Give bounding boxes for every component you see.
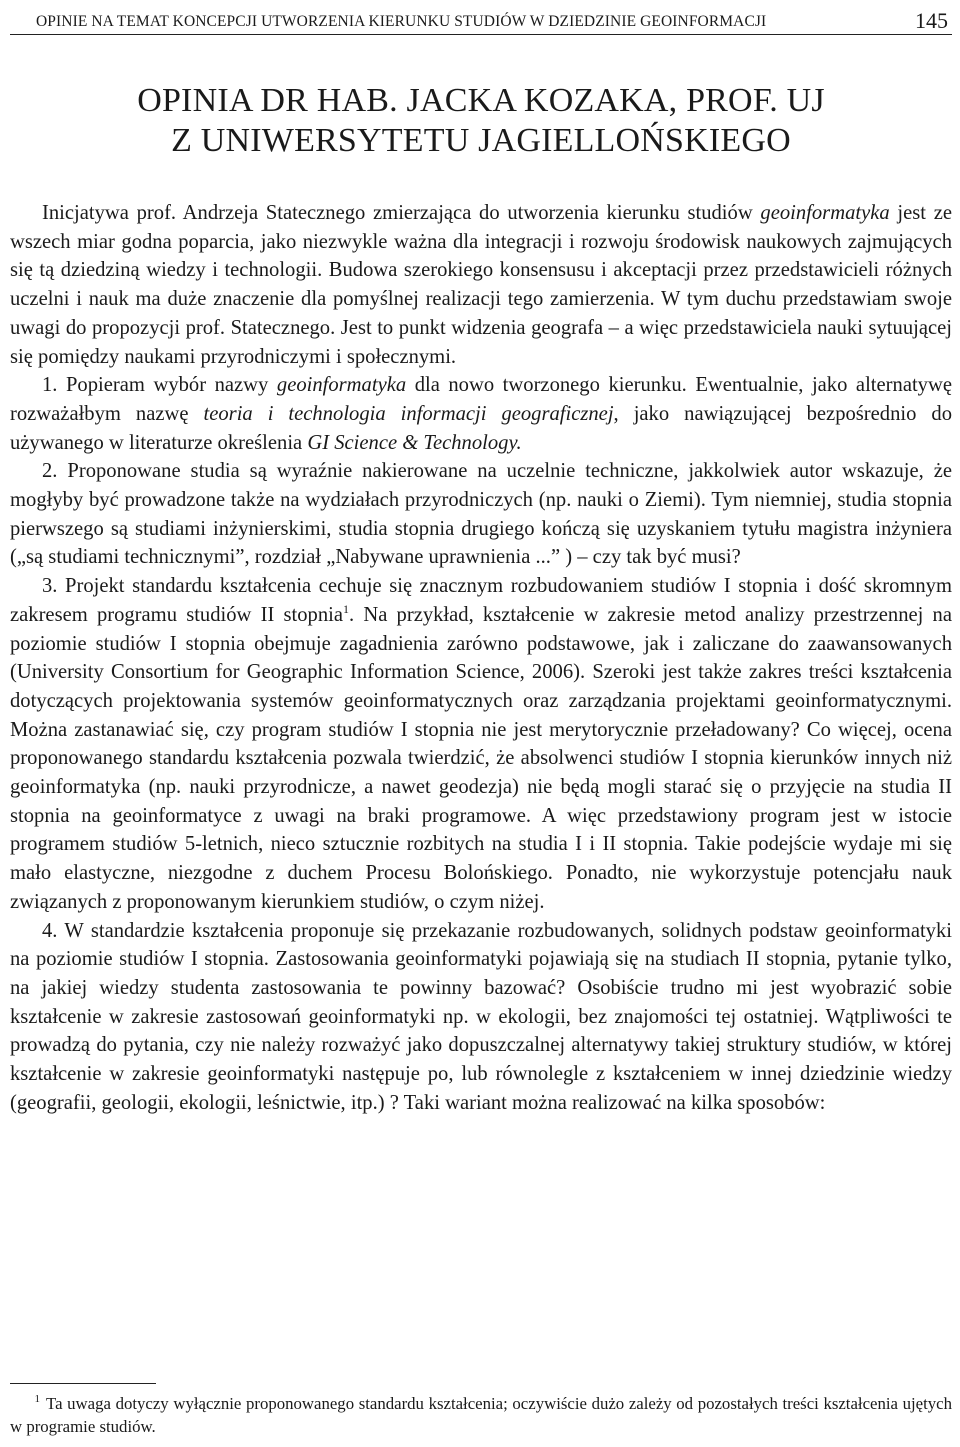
term-geoinformatyka: geoinformatyka [760,202,890,224]
running-header [10,0,952,35]
footnote: 1 Ta uwaga dotyczy wyłącznie proponowanego standardu kształcenia; oczywiście dużo zależy od pozostałych treści kształcenia ujętych w programie studiów. [10,1393,952,1436]
footnote-text: Ta uwaga dotyczy wyłącznie proponowanego standardu kształcenia; oczywiście dużo zależy od pozostałych treści kształcenia ujętych w programie studiów. [10,1394,952,1436]
paragraph-point-4: 4. W standardzie kształcenia proponuje się przekazanie rozbudowanych, solidnych podstaw geoinformatyki na poziomie studiów I stopnia. Zastosowania geoinformatyki pojawiają się na studiach II stopnia, pytanie tylko, na jakiej wiedzy studenta zastosowania te powinny bazować? Osobiście trudno mi jest wyobrazić sobie kształcenie w zakresie zastosowań geoinformatyki np. w ekologii, bez znajomości tej ostatniej. Wątpliwości te prowadzą do pytania, czy nie należy rozważyć jako dopuszczalnej alternatywy takiej struktury studiów, w której kształcenie w zakresie geoinformatyki następuje po, lub równolegle z kształceniem w innej dziedzinie wiedzy (geografii, geologii, ekologii, leśnictwie, itp.) ? Taki wariant można realizować na kilka sposobów: [10,919,952,1114]
paragraph-point-1-part-b: dla nowo tworzonego kierunku. Ewentualnie, jako alternatywę rozważałbym nazwę [10,374,952,425]
paragraph-intro-part-b: jest ze wszech miar godna poparcia, jako niezwykle ważna dla integracji i rozwoju środowisk naukowych zajmujących się tą dziedziną wiedzy i technologii. Budowa szerokiego konsensusu i akceptacji przez przedstawicieli różnych uczelni i nauk ma duże znaczenie dla pomyślnej realizacji tego zamierzenia. W tym duchu przedstawiam swoje uwagi do propozycji prof. Statecznego. Jest to punkt widzenia geografa – a więc przedstawiciela nauki sytuującej się pomiędzy naukami przyrodniczymi i społecznymi. [10,202,952,368]
paragraph-point-3-part-b: . Na przykład, kształcenie w zakresie metod analizy przestrzennej na poziomie studiów I stopnia obejmuje zagadnienia zarówno podstawowe, jak i zaliczane do zaawansowanych (University Consortium for Geographic Information Science, 2006). Szeroki jest także zakres treści kształcenia dotyczących projektowania systemów geoinformatycznych oraz zarządzania projektami geoinformatycznymi. Można zastanawiać się, czy program studiów I stopnia nie jest merytorycznie przeładowany? Co więcej, ocena proponowanego standardu kształcenia pozwala twierdzić, że absolwenci studiów I stopnia kierunków innych niż geoinformatyka (np. nauki przyrodnicze, a nawet geodezja) nie będą mogli starać się o przyjęcie na studia II stopnia na geoinformatyce z uwagi na braki programowe. A więc przedstawiony program jest w istocie programem studiów 5-letnich, nieco sztucznie rozbitych na studia I i II stopnia. Takie podejście wydaje mi się mało elastyczne, niezgodne z duchem Procesu Bolońskiego. Ponadto, nie wykorzystuje potencjału nauk związanych z proponowanym kierunkiem studiów, o czym niżej. [10,603,952,913]
paragraph-point-2: 2. Proponowane studia są wyraźnie nakierowane na uczelnie techniczne, jakkolwiek autor wskazuje, że mogłyby być prowadzone także na wydziałach przyrodniczych (np. nauki o Ziemi). Tym niemniej, studia stopnia pierwszego są studiami inżynierskimi, studia stopnia drugiego kończą się uzyskaniem tytułu magistra inżyniera („są studiami technicznymi”, rozdział „Nabywane uprawnienia ...” ) – czy tak być musi? [10,460,952,569]
article-title-line-2: Z UNIWERSYTETU JAGIELLOŃSKIEGO [171,122,791,159]
article-title-line-1: OPINIA DR HAB. JACKA KOZAKA, PROF. UJ [137,82,825,119]
footnote-reference[interactable]: 1 [343,601,349,616]
paragraph-intro-part-a: Inicjatywa prof. Andrzeja Statecznego zmierzająca do utworzenia kierunku studiów [42,202,761,224]
article-body [10,199,952,1118]
running-title: OPINIE NA TEMAT KONCEPCJI UTWORZENIA KIERUNKU STUDIÓW W DZIEDZINIE GEOINFORMACJI [36,13,767,30]
term-alternative-name: teoria i technologia informacji geograficznej [203,402,614,425]
paragraph-point-1-part-c: , jako nawiązującej bezpośrednio do używanego w literaturze określenia [10,402,953,454]
article-title [10,81,952,161]
term-gi-science: GI Science & Technology. [307,431,522,454]
paragraph-point-3 [10,572,952,916]
paragraph-intro [10,199,952,371]
paragraph-point-3-part-a: 3. Projekt standardu kształcenia cechuje się znacznym rozbudowaniem studiów I stopnia i dość skromnym zakresem programu studiów II stopnia [10,575,952,626]
footnote-divider [10,1383,156,1384]
page-number: 145 [915,8,948,33]
term-geoinformatyka: geoinformatyka [276,374,407,397]
paragraph-point-1-part-a: 1. Popieram wybór nazwy [42,374,277,397]
paragraph-point-1 [10,371,952,457]
